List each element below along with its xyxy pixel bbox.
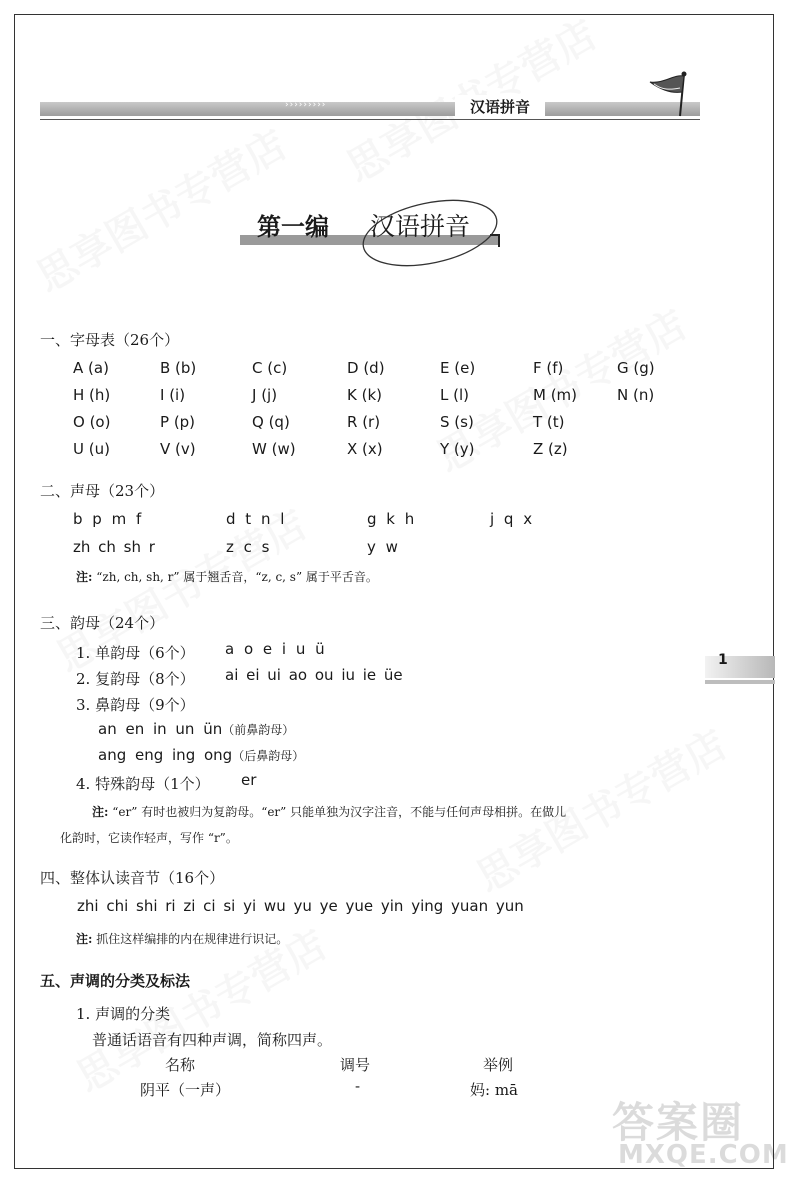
letter-cell: A (a) [73,359,109,377]
finals-item-value: ai ei ui ao ou iu ie üe [225,666,403,684]
note-label: 注: [92,805,109,819]
letter-cell: H (h) [73,386,111,404]
table-cell-name: 阴平（一声） [140,1081,231,1099]
chapter-title-block [235,205,515,265]
initials-group: j q x [490,510,533,528]
letter-cell: X (x) [347,440,383,458]
initials-group: g k h [367,510,415,528]
logo-watermark-url: MXQE.COM [618,1140,789,1170]
table-cell-example: 妈: mā [470,1081,518,1099]
section-3-note-line1 [92,803,566,820]
section-2-note [76,568,378,585]
note-text: 抓住这样编排的内在规律进行识记。 [96,932,289,946]
table-header-name: 名称 [165,1056,196,1074]
letter-cell: Y (y) [440,440,475,458]
header-arrows: ››››››››› [285,100,327,110]
page-tab-underline [705,680,775,684]
section-5-heading: 五、声调的分类及标法 [40,972,191,990]
finals-item-value: er [241,771,257,789]
section-4-note [76,930,288,947]
letter-cell: B (b) [160,359,197,377]
letter-cell: Z (z) [533,440,568,458]
whole-syllables: zhi chi shi ri zi ci si yi wu yu ye yue yin ying yuan yun [77,897,524,915]
section-2-heading: 二、声母（23个） [40,482,165,500]
letter-cell: G (g) [617,359,655,377]
finals-item-label: 1. 单韵母（6个） [76,644,195,662]
initials-group: z c s [226,538,270,556]
initials-group: d t n l [226,510,285,528]
finals-nasal-line [98,746,304,764]
chapter-number: 第一编 [257,212,329,241]
finals-nasal-front: an en in un ün [98,720,223,738]
letter-cell: O (o) [73,413,111,431]
finals-item-label: 2. 复韵母（8个） [76,670,195,688]
letter-cell: N (n) [617,386,655,404]
letter-cell: L (l) [440,386,469,404]
section-5-desc: 普通话语音有四种声调，简称四声。 [92,1031,333,1049]
letter-cell: J (j) [252,386,278,404]
finals-nasal-back: ang eng ing ong [98,746,233,764]
note-label: 注: [76,570,93,584]
letter-cell: U (u) [73,440,110,458]
note-text: “zh, ch, sh, r” 属于翘舌音，“z, c, s” 属于平舌音。 [96,570,378,584]
letter-cell: V (v) [160,440,196,458]
section-5-sub: 1. 声调的分类 [76,1005,171,1023]
page-tab [705,656,775,678]
table-cell-mark: - [355,1077,361,1095]
initials-group: zh ch sh r [73,538,155,556]
logo-watermark: 答案圈 [612,1098,745,1147]
letter-cell: E (e) [440,359,476,377]
initials-group: y w [367,538,398,556]
page-number: 1 [718,652,728,668]
section-4-heading: 四、整体认读音节（16个） [40,869,225,887]
section-3-note-line2: 化韵时，它读作轻声，写作 “r”。 [60,831,238,845]
note-text: “er” 有时也被归为复韵母。“er” 只能单独为汉字注音，不能与任何声母相拼。在做儿 [112,805,567,819]
header-bar [40,102,700,116]
letter-cell: T (t) [533,413,565,431]
section-3-heading: 三、韵母（24个） [40,614,165,632]
chapter-name: 汉语拼音 [370,212,471,241]
letter-cell: D (d) [347,359,385,377]
letter-cell: S (s) [440,413,474,431]
letter-cell: R (r) [347,413,381,431]
finals-nasal-back-note: （后鼻韵母） [232,749,305,763]
table-header-example: 举例 [483,1056,514,1074]
letter-cell: W (w) [252,440,296,458]
table-header-mark: 调号 [340,1056,371,1074]
finals-item-label: 3. 鼻韵母（9个） [76,696,195,714]
letter-cell: P (p) [160,413,196,431]
letter-cell: F (f) [533,359,564,377]
letter-cell: C (c) [252,359,288,377]
initials-group: b p m f [73,510,142,528]
finals-item-label: 4. 特殊韵母（1个） [76,775,210,793]
letter-cell: Q (q) [252,413,290,431]
letter-cell: M (m) [533,386,578,404]
section-1-heading: 一、字母表（26个） [40,331,180,349]
letter-cell: I (i) [160,386,186,404]
finals-nasal-line [98,720,294,738]
header-rule [40,119,700,120]
flag-icon [640,70,700,120]
letter-cell: K (k) [347,386,382,404]
note-label: 注: [76,932,93,946]
header-title: 汉语拼音 [455,95,545,119]
finals-item-value: a o e i u ü [225,640,325,658]
finals-nasal-front-note: （前鼻韵母） [222,723,295,737]
